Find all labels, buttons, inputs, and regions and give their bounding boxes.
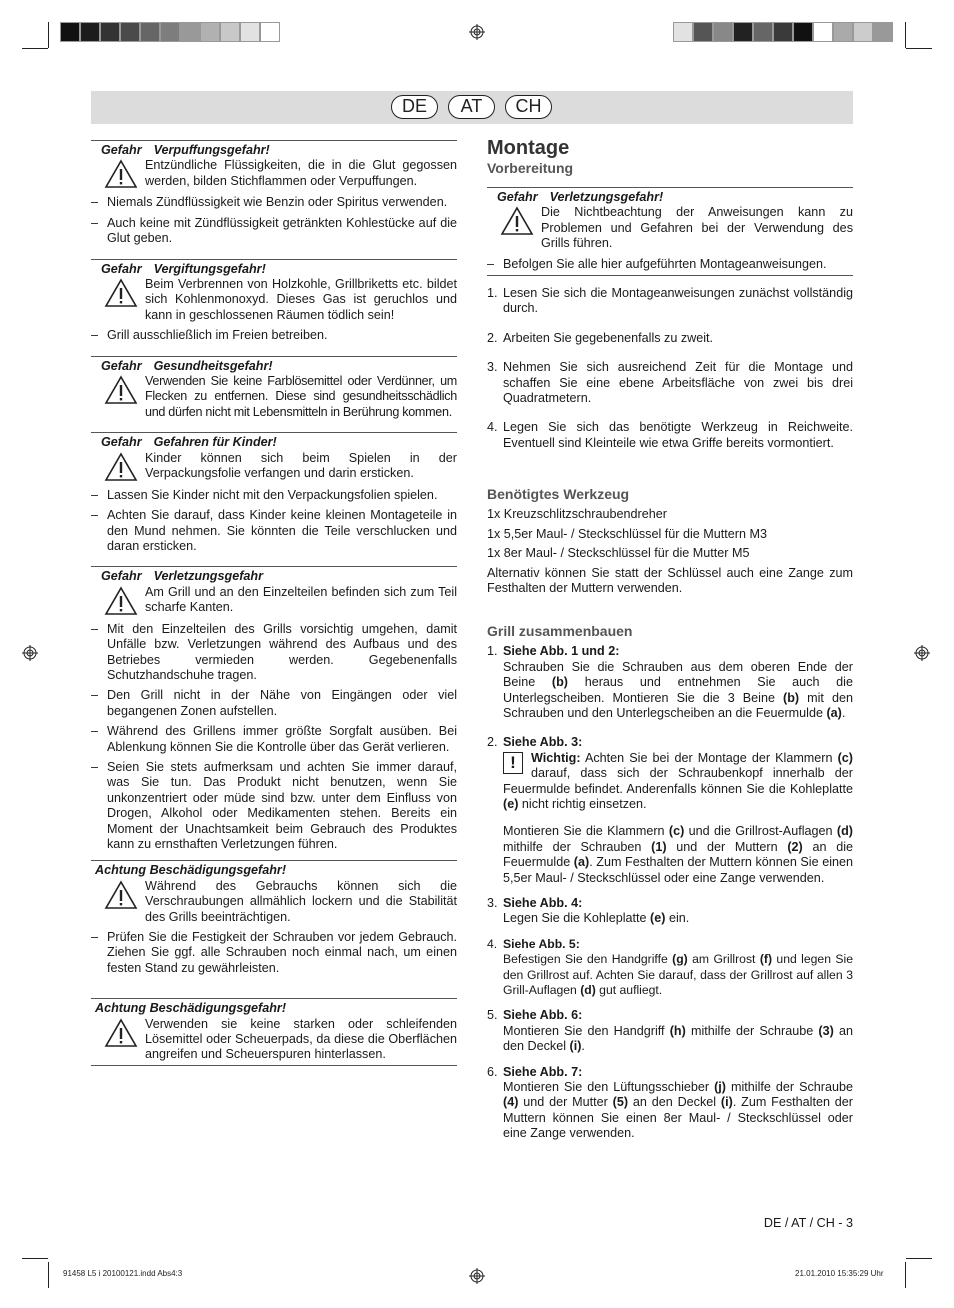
warning-kind: Gefahr: [101, 435, 142, 450]
warning-kind: Achtung: [95, 1001, 147, 1016]
warning-triangle-icon: [103, 277, 139, 309]
warning-triangle-icon: [103, 879, 139, 911]
left-column: [91, 140, 457, 1066]
step-heading: Siehe Abb. 6:: [503, 1008, 583, 1023]
warning-triangle-icon: [103, 451, 139, 483]
tool-item: 1x 8er Maul- / Steckschlüssel für die Mutter M5: [487, 546, 750, 561]
warning-title: Gefahren für Kinder!: [153, 435, 277, 450]
warning-box: [91, 259, 457, 344]
step-heading: Siehe Abb. 7:: [503, 1064, 583, 1079]
step: 2. Siehe Abb. 3: ! Wichtig: Achten Sie bei der Montage der Klammern (c) darauf, dass sich der Schraubenkopf innerhalb der Feuermulde befindet. Anderenfalls können Sie die Kohleplatte (e) nicht richtig einsetzen. Montieren Sie die Klammern (c) und die Grillrost-Auflagen (d) mithilfe der Schrauben (1) und der Muttern (2) an die Feuermulde (a). Zum Festhalten der Muttern können Sie einen 5,5er Maul- / Steckschlüssel oder eine Zange verwenden.: [487, 735, 854, 885]
warning-title: Verletzungsgefahr!: [549, 190, 664, 204]
warning-triangle-icon: [103, 374, 139, 406]
list-item: 4. Legen Sie sich das benötigte Werkzeug in Reichweite. Eventuell sind Kleinteile wie etwa Griffe bereits vormontiert.: [487, 420, 853, 450]
step: 1. Siehe Abb. 1 und 2: Schrauben Sie die Schrauben aus dem oberen Ende der Beine (b) heraus und entnehmen Sie auch die Unterlegscheiben. Montieren Sie die 3 Beine (b) mit den Schrauben und den Unterlegscheiben an die Feuermulde (a).: [487, 644, 853, 720]
step: 3. Siehe Abb. 4: Legen Sie die Kohleplatte (e) ein.: [487, 896, 690, 926]
registration-mark-icon: [469, 1268, 485, 1284]
print-slug-file: 91458 L5 i 20100121.indd Abs4:3: [63, 1269, 183, 1278]
warning-triangle-icon: [499, 205, 535, 237]
warning-title: Gesundheitsgefahr!: [153, 358, 273, 373]
warning-box: [487, 187, 853, 276]
warning-triangle-icon: [103, 158, 139, 190]
tool-item: 1x Kreuzschlitzschraubendreher: [487, 507, 667, 522]
right-column: [487, 137, 853, 1142]
step: 5. Siehe Abb. 6: Montieren Sie den Handgriff (h) mithilfe der Schraube (3) an den Deckel (i).: [487, 1008, 853, 1054]
warning-text: Die Nichtbeachtung der Anweisungen kann zu Problemen und Gefahren bei der Verwendung des Grills führen.: [541, 205, 853, 251]
warning-box: [91, 140, 457, 247]
step-heading: Siehe Abb. 3:: [503, 735, 583, 750]
warning-text: Beim Verbrennen von Holzkohle, Grillbriketts etc. bildet sich Kohlenmonoxyd. Dieses Gas ist geruchlos und kann in geschlossenen Räumen tödlich sein!: [145, 277, 457, 322]
crop-mark: [48, 22, 49, 48]
warning-box: [91, 356, 457, 421]
warning-text: Verwenden Sie keine Farblösemittel oder Verdünner, um Flecken zu entfernen. Diese sind gesundheitsschädlich und dürfen nicht mit Lebensmitteln in Berührung kommen.: [145, 374, 457, 419]
step-heading: Siehe Abb. 5:: [503, 936, 580, 951]
warning-box: [91, 566, 457, 852]
registration-mark-icon: [914, 645, 930, 661]
warning-kind: Gefahr: [101, 143, 142, 157]
warning-box: [91, 432, 457, 554]
color-calibration-bar-left: [60, 22, 280, 42]
crop-mark: [48, 1262, 49, 1288]
warning-kind: Gefahr: [497, 190, 538, 204]
list-item: – Achten Sie darauf, dass Kinder keine kleinen Montageteile in den Mund nehmen. Sie könnten die Teile verschlucken und daran ersticken.: [91, 508, 457, 554]
list-item: 2. Arbeiten Sie gegebenenfalls zu zweit.: [487, 330, 714, 345]
crop-mark: [22, 1258, 48, 1259]
warning-text: Entzündliche Flüssigkeiten, die in die Glut gegossen werden, bilden Stichflammen oder Verpuffungen.: [145, 158, 457, 188]
list-item: – Mit den Einzelteilen des Grills vorsichtig umgehen, damit Unfälle bzw. Verletzungen während des Aufbaus und des Betriebes vermieden werden. Gegebenenfalls Schutzhandschuhe tragen.: [91, 622, 457, 684]
crop-mark: [905, 1262, 906, 1288]
subheading-zusammenbauen: Grill zusammenbauen: [487, 623, 633, 640]
subheading-vorbereitung: Vorbereitung: [487, 160, 574, 176]
list-item: – Prüfen Sie die Festigkeit der Schrauben vor jedem Gebrauch. Ziehen Sie ggf. alle Schrauben noch einmal nach, um einen festen Stand zu gewährleisten.: [91, 930, 457, 976]
list-item: – Seien Sie stets aufmerksam und achten Sie immer darauf, was Sie tun. Das Produkt nicht benutzen, wenn Sie unkonzentriert oder müde sind bzw. unter dem Einfluss von Drogen, Alkohol oder Medikamenten stehen. Bereits ein Moment der Unachtsamkeit beim Gebrauch des Produktes kann zu ernsthaften Verletzungen führen.: [91, 760, 457, 852]
list-item: – Niemals Zündflüssigkeit wie Benzin oder Spiritus verwenden.: [91, 195, 457, 210]
crop-mark: [906, 48, 932, 49]
warning-box: [91, 860, 457, 976]
list-item: – Lassen Sie Kinder nicht mit den Verpackungsfolien spielen.: [91, 488, 457, 503]
list-item: – Den Grill nicht in der Nähe von Eingängen oder viel begangenen Zonen aufstellen.: [91, 688, 457, 719]
warning-title: Vergiftungsgefahr!: [153, 261, 266, 276]
step-heading: Siehe Abb. 4:: [503, 896, 583, 910]
warning-text: Am Grill und an den Einzelteilen befinden sich zum Teil scharfe Kanten.: [145, 584, 457, 615]
crop-mark: [906, 1258, 932, 1259]
list-item: – Befolgen Sie alle hier aufgeführten Montageanweisungen.: [487, 257, 853, 272]
page-footer: DE / AT / CH - 3: [763, 1216, 853, 1230]
warning-text: Verwenden sie keine starken oder schleifenden Lösemittel oder Scheuerpads, da diese die Oberflächen angreifen und Scheuerspuren hinterlassen.: [145, 1016, 457, 1062]
list-item-text: Arbeiten Sie gegebenenfalls zu zweit.: [503, 330, 714, 345]
tool-note: Alternativ können Sie statt der Schlüssel auch eine Zange zum Festhalten der Muttern verwenden.: [487, 565, 853, 595]
warning-triangle-icon: [103, 1017, 139, 1049]
list-item: 3. Nehmen Sie sich ausreichend Zeit für die Montage und schaffen Sie eine ebene Arbeitsfläche von zwei bis drei Quadratmetern.: [487, 360, 853, 406]
step: 4. Siehe Abb. 5: Befestigen Sie den Handgriffe (g) am Grillrost (f) und legen Sie den Grillrost auf. Achten Sie darauf, dass der Grillrost auf allen 3 Grill-Auflagen (d) gut aufliegt.: [487, 936, 853, 998]
registration-mark-icon: [469, 24, 485, 40]
tool-item: 1x 5,5er Maul- / Steckschlüssel für die Muttern M3: [487, 526, 767, 541]
subheading-werkzeug: Benötigtes Werkzeug: [487, 486, 630, 503]
warning-title: Verpuffungsgefahr!: [153, 143, 270, 157]
list-item-text: Legen Sie sich das benötigte Werkzeug in Reichweite. Eventuell sind Kleinteile wie etwa Griffe bereits vormontiert.: [503, 420, 853, 450]
warning-title: Verletzungsgefahr: [153, 569, 263, 584]
warning-kind: Gefahr: [101, 569, 142, 584]
step-heading: Siehe Abb. 1 und 2:: [503, 644, 620, 659]
warning-title: Beschädigungsgefahr!: [149, 863, 287, 878]
section-title: Montage: [487, 137, 570, 159]
list-item-text: Lesen Sie sich die Montageanweisungen zunächst vollständig durch.: [503, 286, 853, 316]
lang-tab-ch: CH: [505, 95, 552, 119]
step: 6. Siehe Abb. 7: Montieren Sie den Lüftungsschieber (j) mithilfe der Schraube (4) und der Mutter (5) an den Deckel (i). Zum Festhalten der Muttern können Sie einen 8er Maul- / Steckschlüssel oder eine Zange verwenden.: [487, 1064, 854, 1141]
crop-mark: [905, 22, 906, 48]
list-item: – Während des Grillens immer größte Sorgfalt ausüben. Bei Ablenkung können Sie die Kontrolle über das Gerät verlieren.: [91, 724, 457, 755]
list-item: – Grill ausschließlich im Freien betreiben.: [91, 328, 457, 343]
list-item: 1. Lesen Sie sich die Montageanweisungen zunächst vollständig durch.: [487, 286, 853, 316]
warning-box: [91, 998, 457, 1066]
warning-kind: Gefahr: [101, 358, 142, 373]
crop-mark: [22, 48, 48, 49]
lang-tab-at: AT: [448, 95, 495, 119]
print-slug-date: 21.01.2010 15:35:29 Uhr: [795, 1269, 884, 1278]
registration-mark-icon: [22, 645, 38, 661]
warning-triangle-icon: [103, 585, 139, 617]
list-item-text: Nehmen Sie sich ausreichend Zeit für die Montage und schaffen Sie eine ebene Arbeitsfläche von zwei bis drei Quadratmetern.: [503, 360, 853, 406]
lang-tab-de: DE: [391, 95, 438, 119]
list-item: – Auch keine mit Zündflüssigkeit getränkten Kohlestücke auf die Glut geben.: [91, 216, 457, 247]
color-calibration-bar-right: [673, 22, 893, 42]
important-notice-icon: !: [503, 752, 523, 774]
warning-kind: Achtung: [95, 863, 147, 878]
warning-text: Während des Gebrauchs können sich die Verschraubungen allmählich lockern und die Stabilität des Grills beeinträchtigen.: [145, 878, 457, 924]
warning-title: Beschädigungsgefahr!: [149, 1001, 287, 1016]
important-label: Wichtig:: [531, 750, 581, 765]
warning-kind: Gefahr: [101, 261, 142, 276]
warning-text: Kinder können sich beim Spielen in der Verpackungsfolie verfangen und darin ersticken.: [145, 450, 457, 481]
